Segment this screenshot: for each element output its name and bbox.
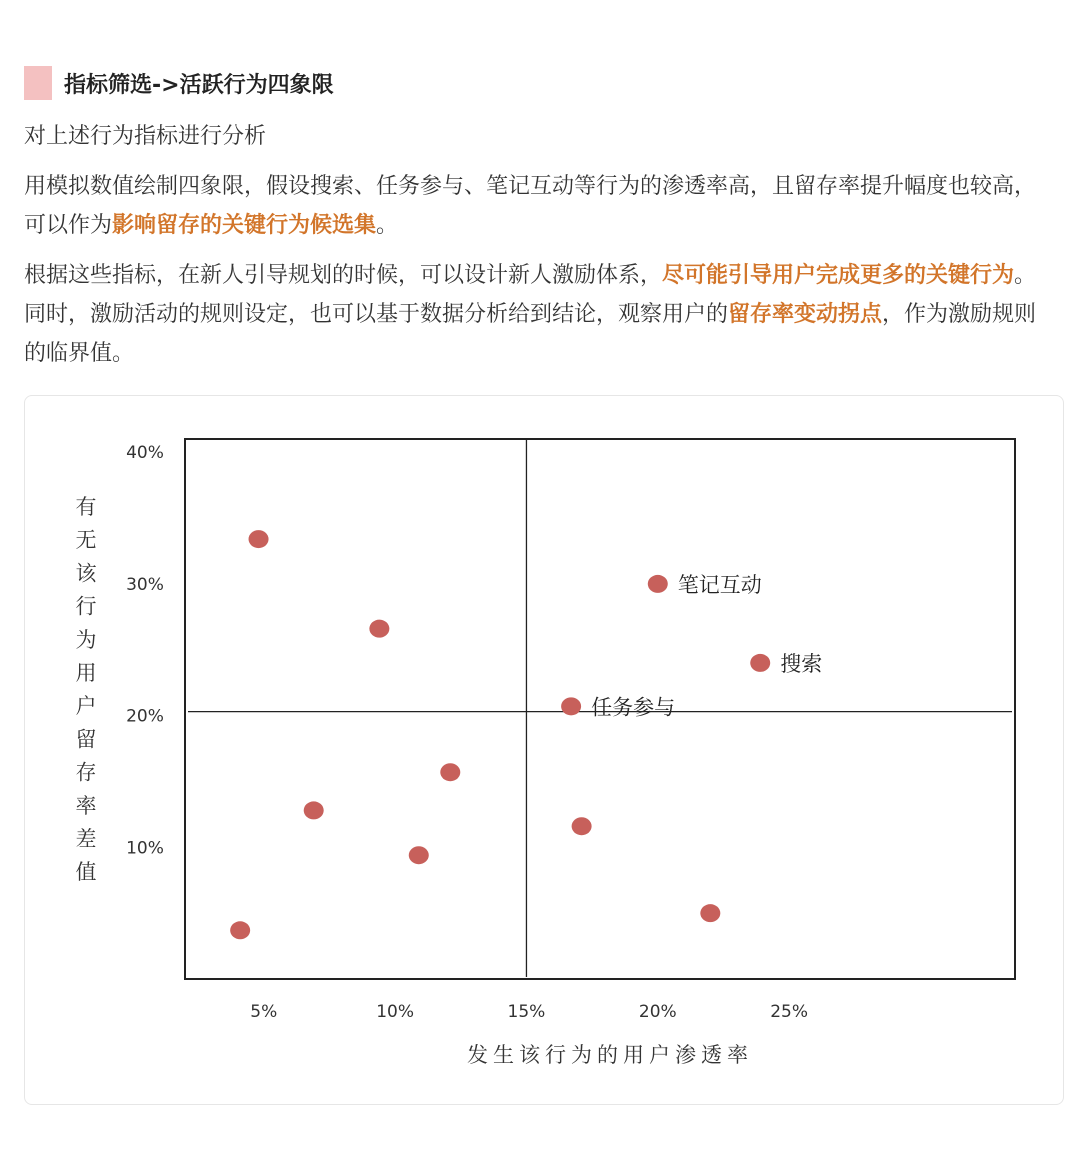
x-tick-label: 20%: [638, 1002, 677, 1022]
y-axis-title-char: 行: [75, 594, 97, 619]
x-tick-label: 15%: [507, 1002, 546, 1022]
section-heading: [24, 66, 334, 100]
y-tick-label: 20%: [126, 706, 164, 727]
data-point: [700, 904, 720, 922]
y-axis-title-char: 用: [75, 661, 97, 685]
y-axis-title-char: 该: [75, 561, 97, 586]
highlight-key-behaviors: 影响留存的关键行为候选集: [112, 213, 377, 238]
paragraph-text: 用模拟数值绘制四象限，假设搜索、任务参与、笔记互动等行为的渗透率高，且留存率提升幅度也较高，可以作为: [24, 174, 1037, 238]
quadrant-scatter-chart: [25, 396, 1065, 1106]
y-axis-title-char: 为: [75, 627, 97, 652]
y-tick-label: 30%: [126, 574, 164, 595]
y-axis-title-char: 有: [75, 495, 97, 519]
paragraph-text: 根据这些指标，在新人引导规划的时候，可以设计新人激励体系，: [24, 263, 663, 288]
paragraph-text: 。同时，激励活动的规则设定，也可以基于数据分析给到结论，观察用户的: [24, 263, 1037, 327]
y-tick-label: 10%: [126, 838, 164, 859]
data-point: [304, 801, 324, 819]
data-point: [561, 697, 581, 715]
quadrant-description-paragraph: [24, 167, 1054, 245]
highlight-guide-users: 尽可能引导用户完成更多的关键行为: [662, 263, 1015, 288]
data-point: [750, 654, 770, 672]
y-axis-title-char: 无: [75, 528, 97, 553]
y-axis-title-char: 差: [75, 827, 97, 851]
page-title: 指标筛选->活跃行为四象限: [64, 72, 334, 98]
y-axis-title-char: 户: [75, 694, 97, 719]
data-point: [249, 530, 269, 548]
paragraph-text: ，作为激励规则的临界值。: [24, 302, 1037, 366]
y-tick-label: 40%: [126, 443, 164, 464]
chart-card: [24, 395, 1064, 1105]
incentive-paragraph: [24, 256, 1054, 373]
data-point-label: 任务参与: [591, 695, 676, 720]
x-tick-label: 5%: [250, 1002, 278, 1022]
data-point: [648, 575, 668, 593]
heading-marker: [24, 66, 52, 100]
y-axis-title-char: 存: [75, 760, 97, 785]
data-point: [230, 921, 250, 939]
data-point: [572, 817, 592, 835]
intro-paragraph: [24, 117, 1054, 156]
y-axis-title-char: 值: [75, 860, 97, 885]
y-axis-title-char: 留: [75, 727, 97, 752]
paragraph-text: 。: [376, 213, 399, 238]
data-point: [440, 763, 460, 781]
data-point-label: 笔记互动: [677, 572, 762, 597]
x-tick-label: 10%: [376, 1002, 415, 1022]
data-point: [409, 846, 429, 864]
y-axis-title-char: 率: [75, 793, 97, 818]
data-point-label: 搜索: [780, 651, 823, 676]
data-point: [369, 620, 389, 638]
y-axis-title: [76, 495, 98, 884]
highlight-retention-inflection: 留存率变动拐点: [728, 302, 883, 327]
x-axis-title: 发生该行为的用户渗透率: [467, 1043, 753, 1067]
paragraph-text: 对上述行为指标进行分析: [24, 124, 267, 149]
x-tick-label: 25%: [770, 1002, 809, 1022]
